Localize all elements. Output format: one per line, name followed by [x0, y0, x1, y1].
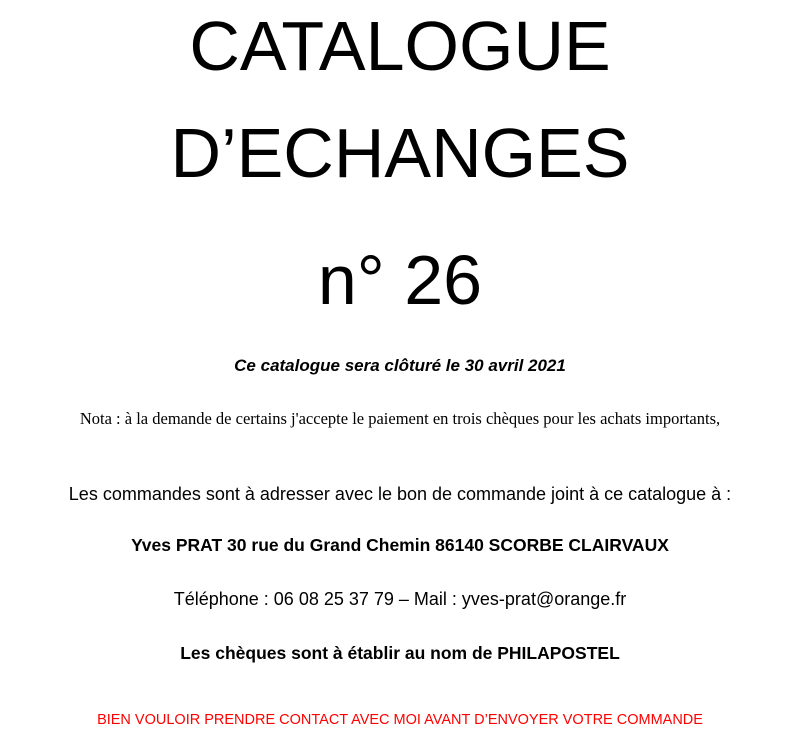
- catalogue-number: n° 26: [317, 241, 483, 319]
- orders-instruction: Les commandes sont à adresser avec le bon de commande joint à ce catalogue à :: [68, 484, 732, 504]
- contact-info: Téléphone : 06 08 25 37 79 – Mail : yves-prat@orange.fr: [173, 589, 627, 609]
- contact-warning: BIEN VOULOIR PRENDRE CONTACT AVEC MOI AVANT D’ENVOYER VOTRE COMMANDE: [97, 712, 703, 728]
- title-line-catalogue: CATALOGUE: [189, 7, 611, 85]
- closing-date-notice: Ce catalogue sera clôturé le 30 avril 2021: [234, 356, 566, 375]
- title-line-echanges: D’ECHANGES: [170, 114, 630, 192]
- postal-address: Yves PRAT 30 rue du Grand Chemin 86140 SCORBE CLAIRVAUX: [131, 535, 669, 555]
- payment-nota: Nota : à la demande de certains j'accepte le paiement en trois chèques pour les achats importants,: [79, 409, 721, 428]
- cheques-payee-notice: Les chèques sont à établir au nom de PHILAPOSTEL: [180, 643, 620, 663]
